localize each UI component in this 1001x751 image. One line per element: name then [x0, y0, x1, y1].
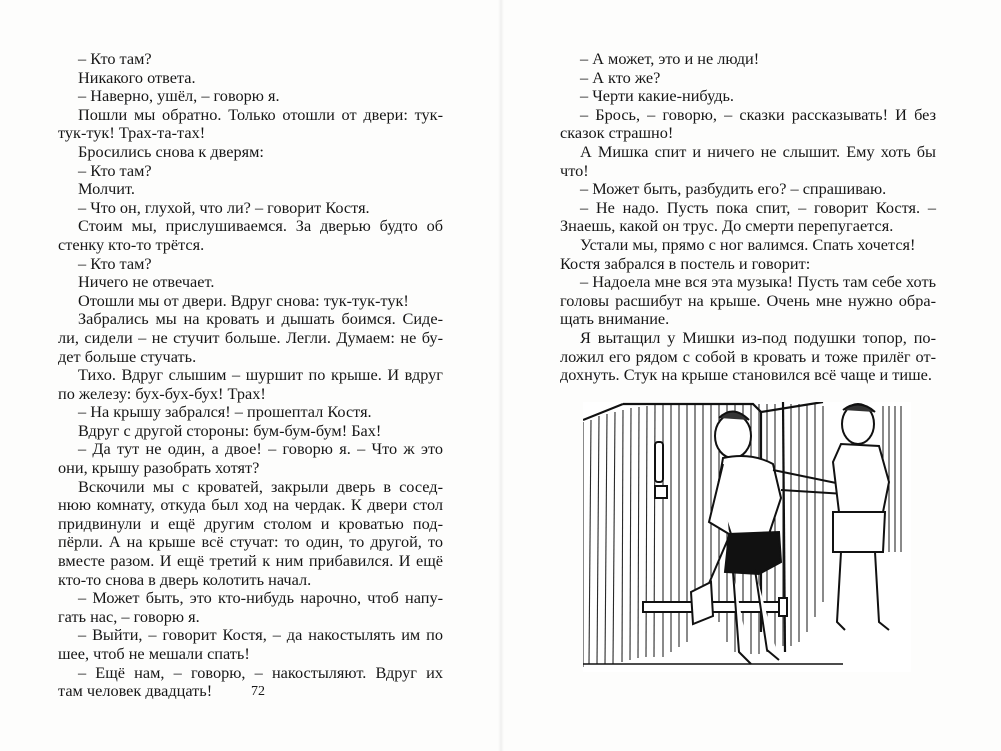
text-line: кто-то снова в дверь колотить начал. — [58, 569, 312, 589]
text-line: придвинули и ещё другим столом и кроватью под- — [58, 513, 443, 533]
text-line: – На крышу забрался! – прошептал Костя. — [78, 402, 372, 422]
text-line: Вскочили мы с кроватей, закрыли дверь в сосед- — [78, 476, 443, 496]
book-gutter — [498, 0, 504, 751]
right-page-text — [560, 50, 936, 385]
text-line: А Мишка спит и ничего не слышит. Ему хоть бы — [580, 141, 936, 161]
text-line: пёрли. А на крыше всё стучат: то один, то другой, то — [58, 532, 443, 552]
text-line: гать нас, – говорю я. — [58, 606, 200, 626]
text-line: стенку кто-то трётся. — [58, 234, 205, 254]
text-line: – Наверно, ушёл, – говорю я. — [78, 86, 280, 106]
text-line: Стоим мы, прислушиваемся. За дверью будто об — [78, 216, 443, 236]
text-line: – Выйти, – говорит Костя, – да накостылять им по — [78, 625, 443, 645]
text-line: Знаешь, какой он трус. До смерти перепугается. — [560, 216, 894, 236]
text-line: – Кто там? — [78, 160, 152, 180]
text-line: Пошли мы обратно. Только отошли от двери: тук- — [78, 104, 443, 124]
text-line: ложил его рядом с собой в кровать и тоже прилёг от- — [560, 346, 936, 366]
text-line: Устали мы, прямо с ног валимся. Спать хочется! — [580, 234, 916, 254]
text-line: – А может, это и не люди! — [580, 49, 760, 68]
text-line: Костя забрался в постель и говорит: — [560, 253, 811, 273]
text-line: дохнуть. Стук на крыше становился всё чаще и тише. — [560, 365, 932, 385]
text-line: Я вытащил у Мишки из-под подушки топор, по- — [580, 327, 936, 347]
text-line: – Кто там? — [78, 49, 152, 68]
text-line: – Кто там? — [78, 253, 152, 273]
text-line: Никакого ответа. — [78, 67, 196, 87]
text-line: – Может быть, разбудить его? – спрашиваю. — [580, 179, 887, 199]
text-line: Отошли мы от двери. Вдруг снова: тук-тук-тук! — [78, 290, 409, 310]
text-line: – А кто же? — [580, 67, 661, 87]
text-line: дет больше стучать. — [58, 346, 197, 366]
text-line: Ничего не отвечает. — [78, 272, 215, 292]
text-line: – Ещё нам, – говорю, – накостыляют. Вдруг их — [78, 662, 443, 682]
text-line: вместе разом. И ещё третий к ним прибавился. И ещё — [58, 551, 443, 571]
text-line: – Да тут не один, а двое! – говорю я. – Что ж это — [78, 439, 443, 459]
text-line: – Черти какие-нибудь. — [580, 86, 734, 106]
text-line: – Не надо. Пусть пока спит, – говорит Костя. – — [580, 197, 936, 217]
text-line: тук-тук! Трах-та-тах! — [58, 123, 206, 143]
text-line: щать внимание. — [560, 309, 670, 329]
text-line: что! — [560, 160, 589, 180]
text-line: Бросились снова к дверям: — [78, 141, 264, 161]
text-line: Тихо. Вдруг слышим – шуршит по крыше. И вдруг — [78, 365, 443, 385]
text-line: – Брось, – говорю, – сказки рассказывать! И без — [580, 104, 936, 124]
text-line: нюю комнату, откуда был ход на чердак. К двери стол — [58, 495, 443, 515]
text-line: – Надоела мне вся эта музыка! Пусть там себе хоть — [580, 272, 936, 292]
text-line: головы расшибут на крыше. Очень мне нужно обра- — [560, 290, 936, 310]
text-line: Вдруг с другой стороны: бум-бум-бум! Бах! — [78, 420, 382, 440]
text-line: по железу: бух-бух-бух! Трах! — [58, 383, 266, 403]
text-line: Забрались мы на кровать и дышать боимся. Сиде- — [78, 309, 443, 329]
left-page-text — [58, 50, 443, 701]
text-line: Молчит. — [78, 179, 135, 199]
text-line: – Что он, глухой, что ли? – говорит Костя. — [78, 197, 370, 217]
page-number: 72 — [251, 684, 265, 699]
text-line: ли, сидели – не стучит больше. Легли. Думаем: не бу- — [58, 327, 443, 347]
text-line: они, крышу разобрать хотят? — [58, 458, 260, 478]
illustration-boys-at-door — [583, 402, 911, 672]
text-line: шее, чтоб не мешали спать! — [58, 644, 250, 663]
text-line: – Может быть, это кто-нибудь нарочно, чтоб напу- — [78, 588, 443, 608]
text-line: сказок страшно! — [560, 123, 674, 143]
text-line: там человек двадцать! — [58, 681, 213, 701]
illustration-drawing — [583, 402, 911, 672]
